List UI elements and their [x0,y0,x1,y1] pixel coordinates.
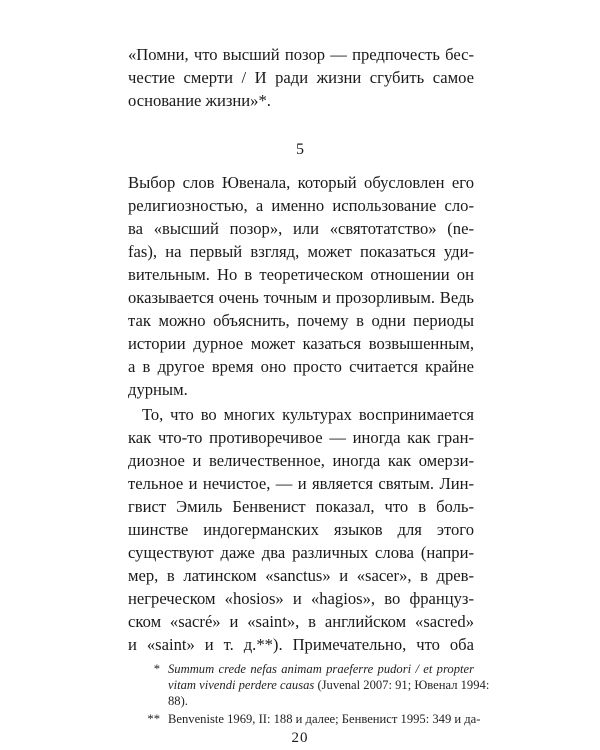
quote-line: основание жизни»*. [128,91,271,110]
paragraph1-line: ва «высший позор», или «святотатство» (ne- [128,219,474,238]
paragraph1-line: оказывается очень точным и прозорливым. Ведь [128,288,474,307]
paragraph2-line: То, что во многих культурах воспринимается [142,405,474,424]
paragraph1-line: а в другое время оно просто считается крайне [128,357,474,376]
footnote-line: Summum crede nefas animam praeferre pudori / et propter [168,662,474,676]
paragraph2-line: существуют даже два различных слова (напри- [128,543,474,562]
section-number: 5 [296,141,304,158]
paragraph2-line: тельное и нечистое, — и является святым. Лин- [128,474,474,493]
paragraph2-line: негреческом «hosios» и «hagios», во француз- [128,589,474,608]
paragraph2-line: мер, в латинском «sanctus» и «sacer», в древ- [128,566,474,585]
paragraph1-line: fas), на первый взгляд, может показаться уди- [128,242,474,261]
quote-line: «Помни, что высший позор — предпочесть бес- [128,45,474,64]
paragraph2-line: шинстве индогерманских языков для этого [128,520,474,539]
paragraph1-line: религиозностью, а именно использование сло- [128,196,474,215]
footnote-marker: * [153,662,160,676]
paragraph1-line: Выбор слов Ювенала, который обусловлен его [128,173,474,192]
paragraph2-line: и «saint» и т. д.**). Примечательно, что оба [128,635,474,654]
paragraph1-line: вительным. Но в теоретическом отношении он [128,265,474,284]
paragraph2-line: диозное и величественное, иногда как омерзи- [128,451,474,470]
footnote-line [168,677,490,693]
footnote-line: 88). [168,694,188,708]
paragraph1-line: так можно объяснить, почему в одни периоды [128,311,474,330]
footnote-italic-part: vitam vivendi perdere causas [168,678,315,692]
page-number: 20 [291,730,309,746]
footnote-citation-part: (Juvenal 2007: 91; Ювенал 1994: [314,678,490,692]
quote-line: честие смерти / И ради жизни сгубить самое [128,68,474,87]
paragraph2-line: гвист Эмиль Бенвенист показал, что в боль- [128,497,474,516]
paragraph1-line: истории дурное может казаться возвышенным, [128,334,474,353]
paragraph1-line: дурным. [128,380,188,399]
paragraph2-line: ском «sacré» и «saint», в английском «sacred» [128,612,474,631]
footnote-line: Benveniste 1969, II: 188 и далее; Бенвенист 1995: 349 и да- [168,712,481,726]
footnote-marker: ** [147,712,160,726]
paragraph2-line: как что-то противоречивое — иногда как гран- [128,428,474,447]
